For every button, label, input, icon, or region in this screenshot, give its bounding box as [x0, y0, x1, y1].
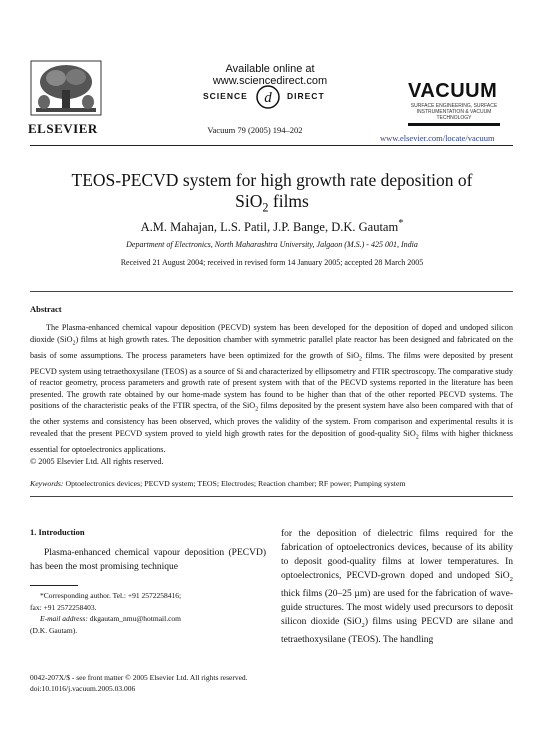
abstract-part-5: films with higher thickness essential for optoelectronics applications.	[30, 428, 513, 455]
body-right-part-3: ) films using PECVD are silane and tetraethoxysilane (TEOS). The handling	[281, 616, 513, 645]
abstract-part-2: ) films at high growth rates. The deposition chamber with symmetric parallel plate reactor has been designed and fabricated on the basis of some assumptions. The process parameters have been optimized for the growth of SiO	[30, 334, 514, 360]
body-sub: 2	[361, 621, 365, 629]
keywords-text: Optoelectronics devices; PECVD system; TEOS; Electrodes; Reaction chamber; RF power; Pumping system	[63, 479, 406, 488]
email-label: E-mail address:	[40, 614, 88, 623]
footnote	[30, 590, 266, 636]
abstract-part-1: The Plasma-enhanced chemical vapour deposition (PECVD) system has been developed for the deposition of doped and undoped silicon dioxide (SiO	[30, 323, 513, 344]
footnote-email-line	[30, 613, 266, 625]
abstract-text	[30, 322, 513, 456]
author-list	[40, 218, 504, 235]
sciencedirect-right: DIRECT	[287, 91, 325, 101]
doi-link[interactable]: doi:10.1016/j.vacuum.2005.03.006	[30, 684, 136, 693]
issn-line: 0042-207X/$ - see front matter © 2005 Elsevier Ltd. All rights reserved.	[30, 673, 248, 682]
sciencedirect-logo[interactable]	[195, 84, 345, 110]
abstract-copyright: © 2005 Elsevier Ltd. All rights reserved.	[30, 457, 164, 466]
journal-reference: Vacuum 79 (2005) 194–202	[207, 125, 303, 135]
abstract-sub: 2	[415, 434, 419, 441]
keywords-bottom-divider	[30, 496, 513, 497]
header-divider	[30, 145, 513, 146]
abstract-sub: 2	[72, 340, 76, 347]
body-left-column: Plasma-enhanced chemical vapour deposition (PECVD) has been the most promising technique	[30, 548, 266, 572]
footnote-divider	[30, 585, 78, 586]
title-line-1: TEOS-PECVD system for high growth rate deposition of	[71, 170, 473, 190]
svg-text:d: d	[264, 90, 272, 106]
title-sub: 2	[262, 200, 269, 215]
publisher-name: ELSEVIER	[28, 121, 98, 136]
available-online-link[interactable]: Available online at www.sciencedirect.com	[212, 63, 328, 87]
journal-logo-bar	[408, 123, 500, 126]
article-title	[40, 170, 504, 219]
elsevier-tree-logo	[30, 60, 102, 116]
footnote-line-2: fax: +91 2572258403.	[30, 602, 97, 612]
keywords	[30, 479, 513, 488]
received-dates: Received 21 August 2004; received in revised form 14 January 2005; accepted 28 March 2005	[120, 258, 424, 267]
footnote-line-1: *Corresponding author. Tel.: +91 2572258416;	[40, 591, 182, 600]
body-sub: 2	[509, 575, 513, 583]
title-end: films	[268, 191, 309, 211]
abstract-heading: Abstract	[30, 304, 62, 314]
affiliation: Department of Electronics, North Maharashtra University, Jalgaon (M.S.) - 425 001, India	[126, 240, 418, 249]
abstract-sub: 2	[255, 406, 259, 413]
at-sign-icon	[255, 84, 281, 110]
footnote-line-4: (D.K. Gautam).	[30, 625, 78, 635]
abstract-part-4: films deposited by the present system have also been compared with that of the other systems and consistency has been observed, which proves the validity of the system. From comparison and experimental results it is revealed that the present PECVD system proved to yield high growth rates for the deposition of good-quality SiO	[30, 401, 513, 438]
body-right-part-2: thick films (20–25 µm) are used for the fabrication of wave-guide structures. The most widely used precursors to deposit silicon dioxide (SiO	[281, 588, 513, 627]
abstract-sub: 2	[359, 356, 363, 363]
front-matter	[30, 672, 513, 694]
journal-logo-subtitle: SURFACE ENGINEERING, SURFACE INSTRUMENTATION & VACUUM TECHNOLOGY	[410, 103, 498, 121]
section-heading: 1. Introduction	[30, 527, 85, 537]
abstract-part-3: films. The films were deposited by present PECVD system using tetraethoxysilane (TEOS) as a source of Si and characterized by ellipsometry and FTIR spectroscopy. The comparative study of reactor geometry, process parameters and growth rate of present system with that of the PECVD systems reported in the literature has been presented. The growth rate obtained by our home-made system has found to be higher than that of the other reported PECVD systems. The positions of the characteristic peaks of the FTIR spectra, of the SiO	[30, 350, 513, 411]
corresponding-author-mark[interactable]: *	[398, 218, 404, 229]
keywords-label: Keywords:	[30, 479, 64, 488]
sciencedirect-left: SCIENCE	[203, 91, 248, 101]
journal-url-link[interactable]: www.elsevier.com/locate/vacuum	[380, 133, 495, 143]
journal-logo-title: VACUUM	[408, 80, 498, 102]
title-sio: SiO	[235, 191, 263, 211]
journal-logo	[408, 80, 500, 126]
body-right-part-1: for the deposition of dielectric films required for the fabrication of optoelectronics devices, because of its ability to deposit good-quality films at lower temperatures. In optoelectronics, PECVD-grown doped and undoped SiO	[281, 529, 513, 581]
email-link[interactable]: dkgautam_nmu@hotmail.com	[87, 614, 181, 623]
body-right-column	[281, 527, 513, 647]
authors-text: A.M. Mahajan, L.S. Patil, J.P. Bange, D.K. Gautam	[140, 220, 399, 235]
abstract-top-divider	[30, 291, 513, 292]
